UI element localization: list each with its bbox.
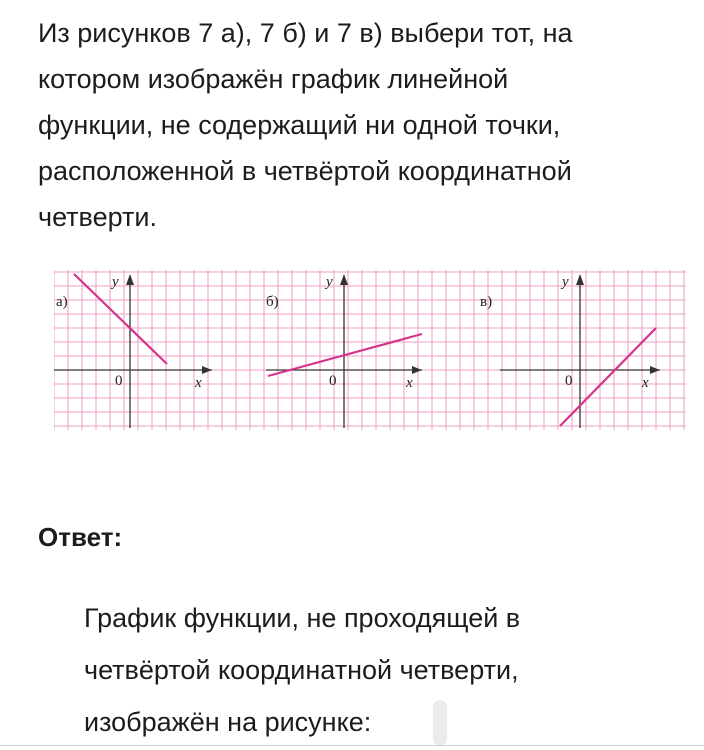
question-line-5: четверти.	[38, 202, 157, 232]
figure-b-x-arrow	[412, 366, 422, 374]
answer-line-1: График функции, не проходящей в	[84, 603, 521, 633]
figure-c-letter: в)	[480, 294, 493, 310]
bottom-divider	[0, 745, 704, 746]
figure-a-y-arrow	[126, 274, 134, 285]
figure-c-origin-label: 0	[565, 373, 573, 389]
figures-panel	[54, 270, 686, 430]
question-line-1: Из рисунков 7 а), 7 б) и 7 в) выбери тот, на	[38, 18, 573, 48]
figure-c-x-label: x	[642, 375, 649, 391]
figure-b-x-label: x	[406, 375, 413, 391]
figure-a-y-label: y	[112, 274, 119, 290]
figure-a-x-arrow	[202, 366, 212, 374]
figure-b	[266, 274, 422, 428]
figure-b-letter: б)	[266, 294, 279, 310]
question-line-2: котором изображён график линейной	[38, 64, 509, 94]
figure-b-y-label: y	[326, 274, 333, 290]
answer-heading: Ответ:	[38, 522, 123, 552]
question-line-3: функции, не содержащий ни одной точки,	[38, 110, 561, 140]
figure-a-letter: а)	[56, 294, 68, 310]
answer-line-2: четвёртой координатной четверти,	[84, 655, 519, 685]
grid	[54, 270, 686, 430]
figure-c-y-arrow	[576, 274, 584, 285]
figure-b-y-arrow	[340, 274, 348, 285]
figure-a-origin-label: 0	[115, 373, 123, 389]
figure-a	[54, 274, 212, 428]
answer-line-3: изображён на рисунке:	[84, 707, 372, 737]
question-line-4: расположенной в четвёртой координатной	[38, 156, 572, 186]
figure-c-x-arrow	[650, 366, 660, 374]
figure-b-origin-label: 0	[329, 373, 337, 389]
question-text	[38, 10, 678, 240]
figure-c-y-label: y	[562, 274, 569, 290]
figure-a-x-label: x	[195, 375, 202, 391]
figure-a-graph-line	[74, 274, 167, 364]
answer-text	[84, 592, 684, 748]
answer-blank-field[interactable]	[433, 700, 447, 746]
figure-c	[480, 274, 660, 428]
